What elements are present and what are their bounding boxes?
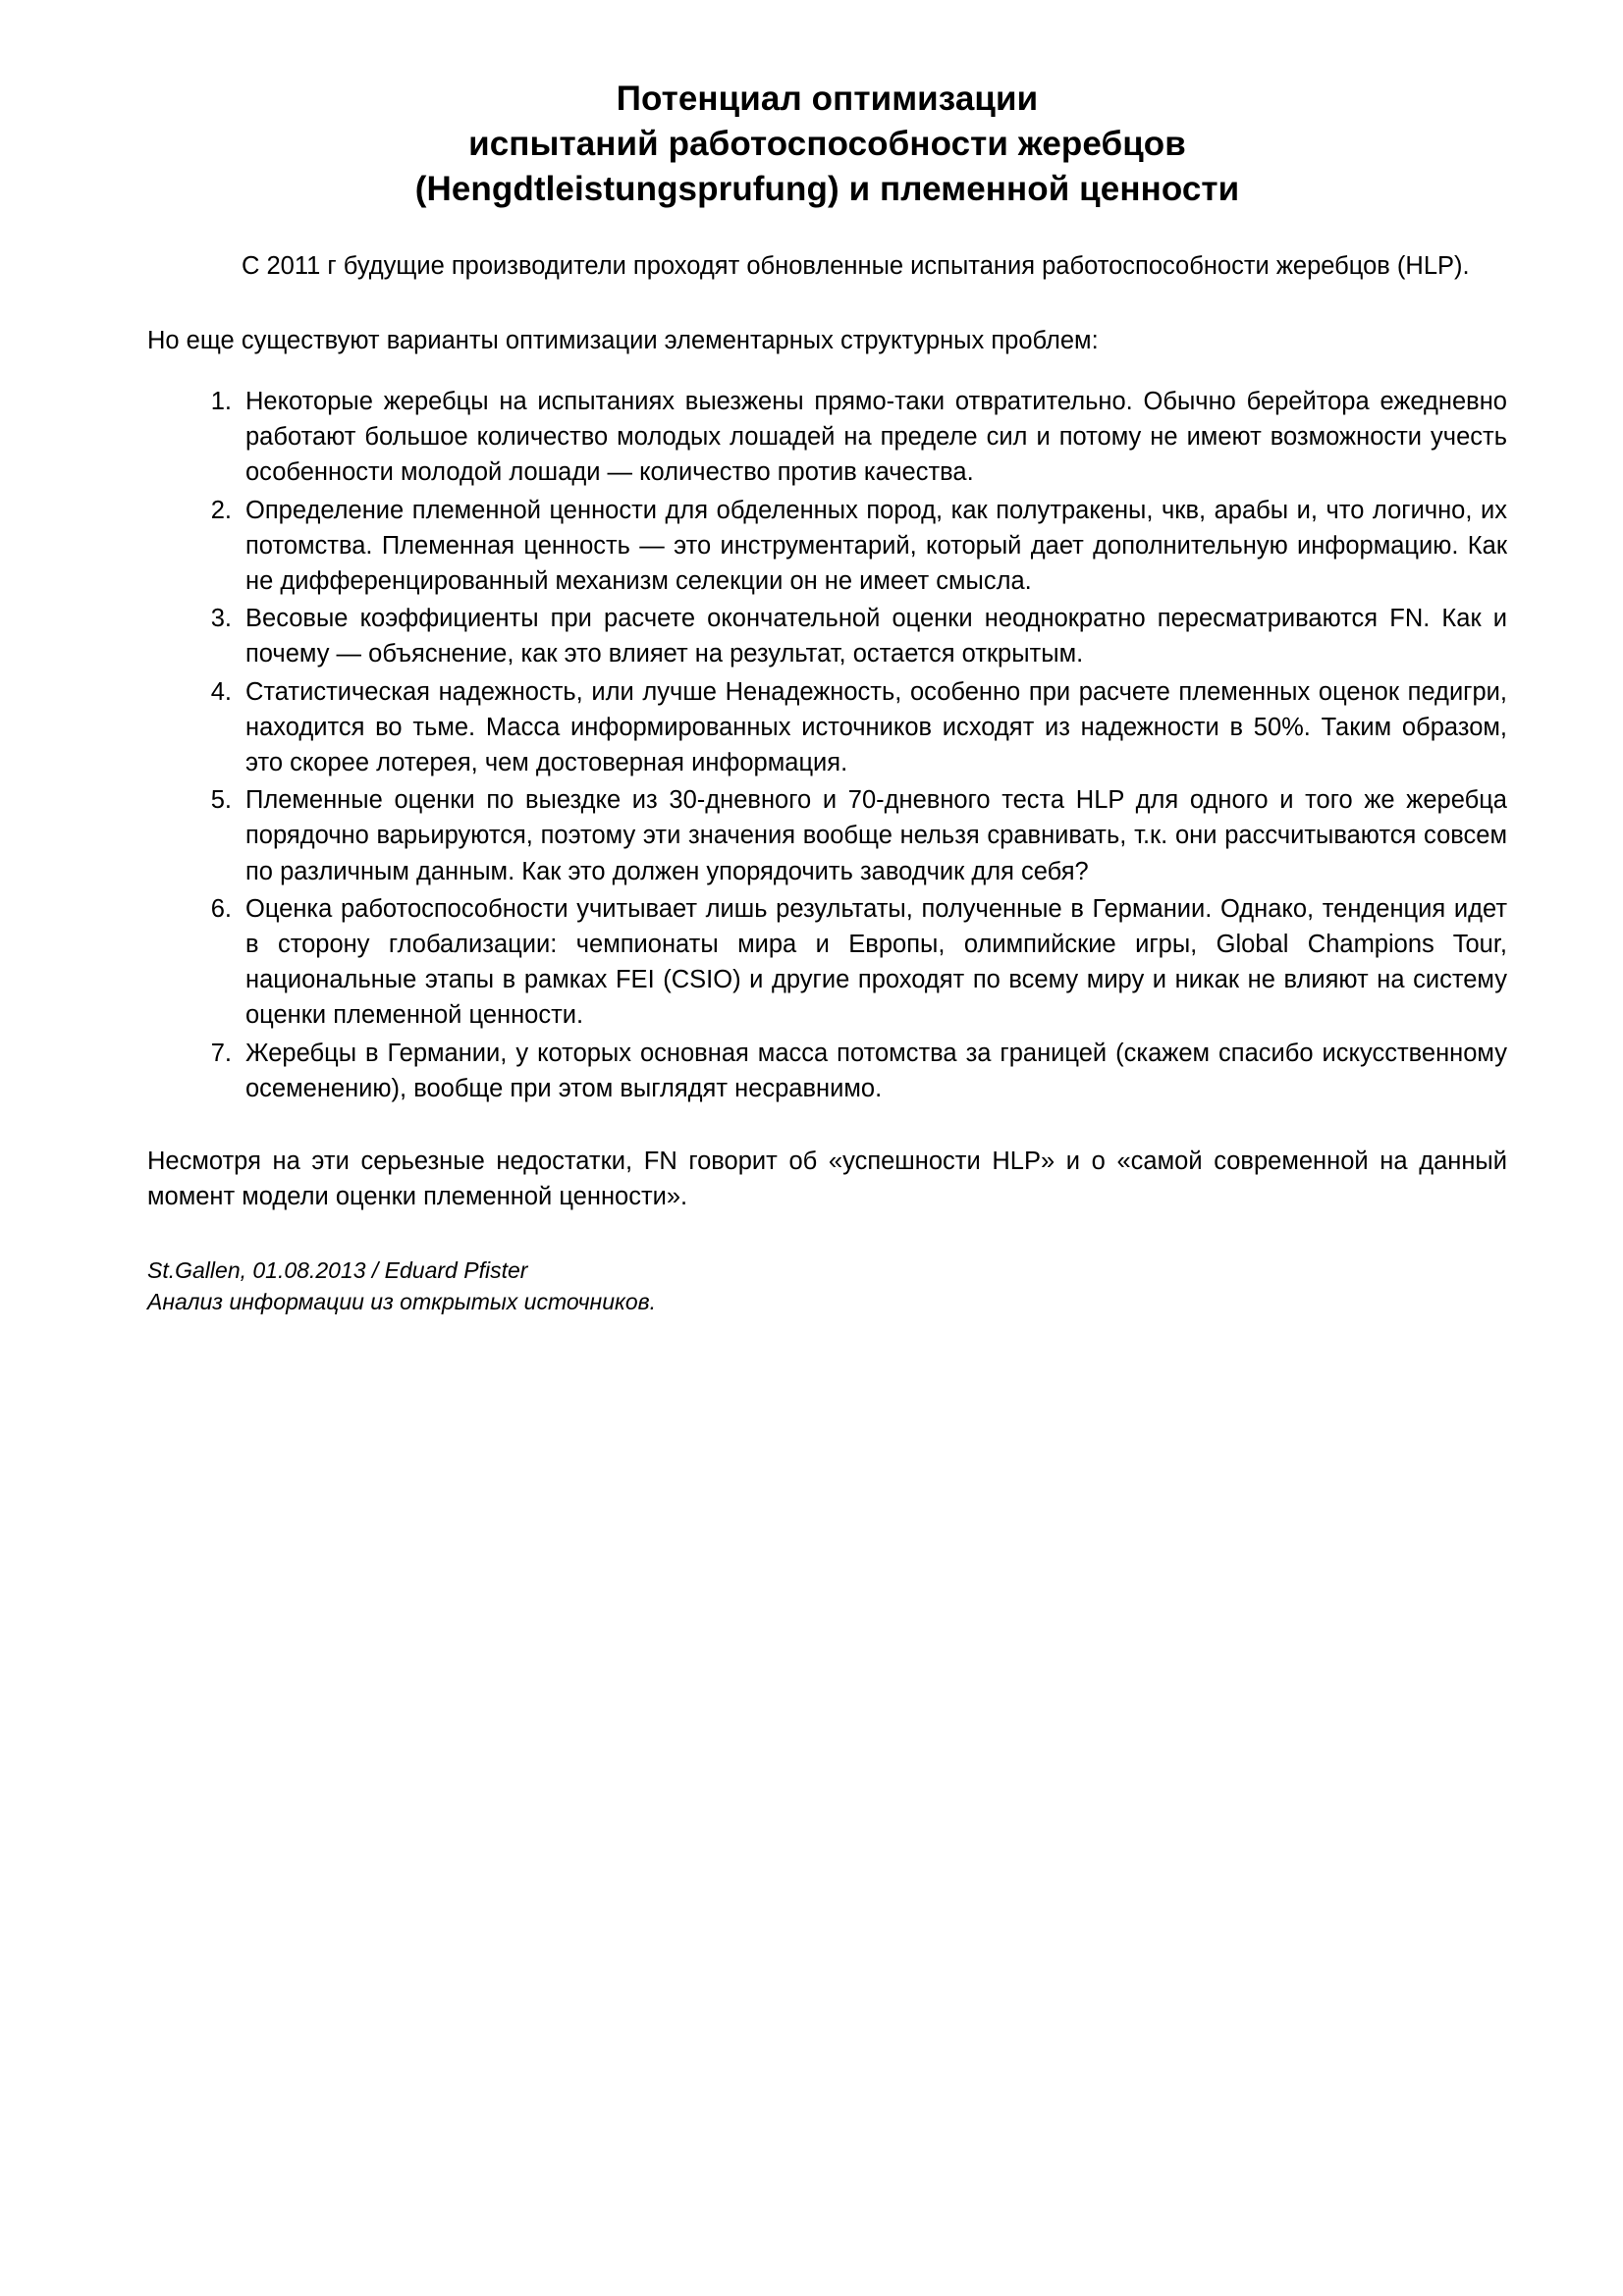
title-line-3: (Hengdtleistungsprufung) и племенной ценности (414, 170, 1240, 209)
signature-line-1: St.Gallen, 01.08.2013 / Eduard Pfister (147, 1257, 528, 1284)
signature-line-2: Анализ информации из открытых источников. (147, 1289, 657, 1315)
list-item: Определение племенной ценности для обделенных пород, как полутракены, чкв, арабы и, что логично, их потомства. Племенная ценность — это инструментарий, который дает дополнительную информацию. Как не дифференцированный механизм селекции он не имеет смысла. (245, 496, 1507, 595)
list-item: Статистическая надежность, или лучше Ненадежность, особенно при расчете племенных оценок педигри, находится во тьме. Масса информированных источников исходят из надежности в 50%. Таким образом, это скорее лотерея, чем достоверная информация. (245, 677, 1507, 776)
list-item: Племенные оценки по выездке из 30-дневного и 70-дневного теста HLP для одного и того же жеребца порядочно варьируются, поэтому эти значения вообще нельзя сравнивать, т.к. они рассчитываются совсем по различным данным. Как это должен упорядочить заводчик для себя? (245, 786, 1507, 885)
closing-paragraph: Несмотря на эти серьезные недостатки, FN говорит об «успешности HLP» и о «самой современной на данный момент модели оценки племенной ценности». (147, 1148, 1507, 1211)
issues-list (147, 384, 1507, 1106)
page-title (147, 77, 1507, 213)
title-line-2: испытаний работоспособности жеребцов (468, 125, 1186, 164)
list-item: Жеребцы в Германии, у которых основная масса потомства за границей (скажем спасибо искусственному осеменению), вообще при этом выглядят несравнимо. (245, 1039, 1507, 1102)
list-item: Весовые коэффициенты при расчете окончательной оценки неоднократно пересматриваются FN. Как и почему — объяснение, как это влияет на результат, остается открытым. (245, 605, 1507, 668)
title-line-1: Потенциал оптимизации (616, 80, 1039, 118)
intro-paragraph: С 2011 г будущие производители проходят обновленные испытания работоспособности жеребцов (HLP). (242, 251, 1470, 280)
signature-block (147, 1255, 1507, 1317)
list-item: Оценка работоспособности учитывает лишь результаты, полученные в Германии. Однако, тенденция идет в сторону глобализации: чемпионаты мира и Европы, олимпийские игры, Global Champions Tour, национальные этапы в рамках FEI (CSIO) и другие проходят по всему миру и никак не влияют на систему оценки племенной ценности. (245, 894, 1507, 1030)
list-item: Некоторые жеребцы на испытаниях выезжены прямо-таки отвратительно. Обычно берейтора ежедневно работают большое количество молодых лошадей на пределе сил и потому не имеют возможности учесть особенности молодой лошади — количество против качества. (245, 387, 1507, 487)
lead-paragraph: Но еще существуют варианты оптимизации элементарных структурных проблем: (147, 326, 1099, 354)
